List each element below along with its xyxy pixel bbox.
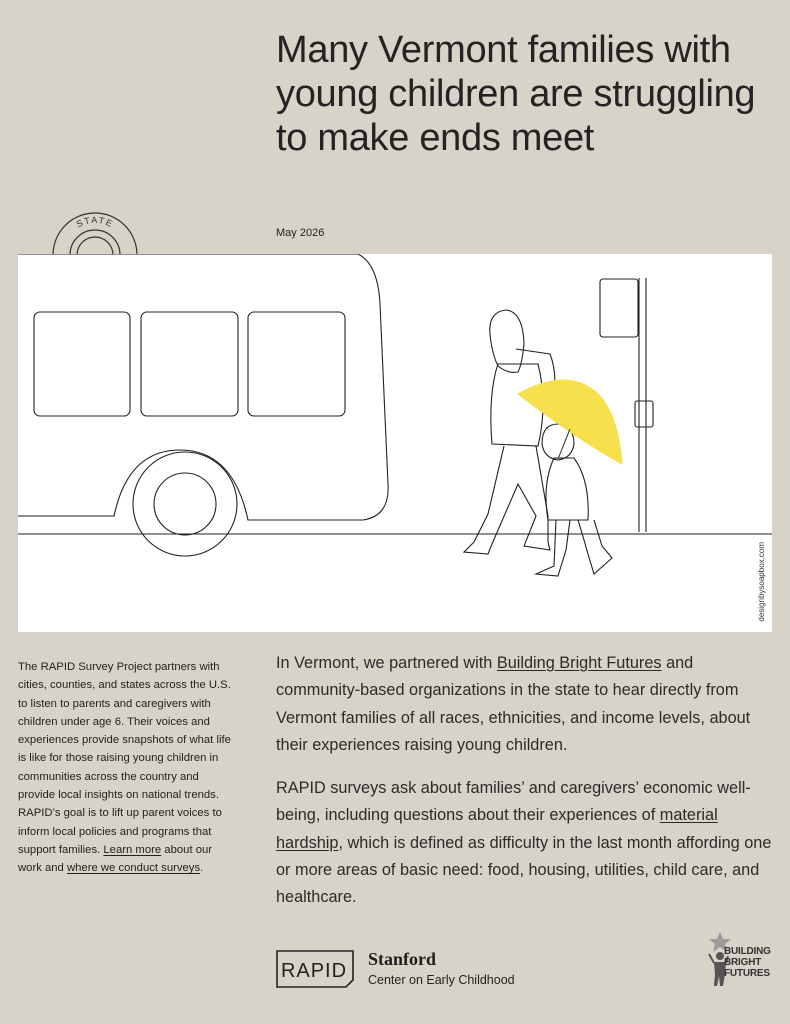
main-content (276, 650, 776, 928)
bus-window (34, 312, 130, 416)
intro-paragraph (276, 650, 776, 759)
bus-stop-sign (600, 279, 638, 337)
illustration-credit: designbysoapbox.com (757, 542, 766, 622)
bbf-wordmark (724, 946, 771, 979)
adult-head (490, 310, 524, 372)
p1-text-after: and community-based organizations in the state to hear directly from Vermont families of all races, ethnicities, and income levels, about their experiences raising young children. (276, 654, 751, 754)
sidebar-text-end: . (200, 862, 204, 875)
learn-more-link[interactable]: Learn more (103, 843, 162, 856)
p1-text: In Vermont, we partnered with (276, 654, 497, 672)
bus-window (248, 312, 345, 416)
bbf-line2: BRIGHT (724, 957, 762, 968)
page-title: Many Vermont families with young children are struggling to make ends meet (276, 29, 756, 159)
umbrella (518, 380, 622, 464)
where-we-conduct-surveys-link[interactable]: where we conduct surveys (66, 862, 201, 875)
building-bright-futures-link[interactable]: Building Bright Futures (496, 654, 662, 672)
child-coat (546, 458, 588, 520)
sidebar-about (18, 658, 233, 878)
bus-wheel-hub (154, 473, 216, 535)
p2-text: RAPID surveys ask about families’ and caregivers’ economic well-being, including questions about their experiences of (276, 779, 751, 825)
bus-wheel (133, 452, 237, 556)
stanford-name: Stanford (368, 949, 437, 969)
p2-text-after: , which is defined as difficulty in the last month affording one or more areas of basic need: food, housing, utilities, child care, and healthcare. (276, 833, 772, 907)
bus-window (141, 312, 238, 416)
stanford-logo (368, 949, 515, 987)
adult-legs (464, 446, 550, 554)
child-leg (536, 520, 570, 576)
bus-body (18, 254, 388, 520)
publication-date: May 2026 (276, 227, 325, 239)
rapid-logo (276, 950, 354, 988)
bbf-line3: FUTURES (724, 968, 770, 979)
svg-text:STATE (75, 215, 115, 229)
stanford-subtitle: Center on Early Childhood (368, 973, 515, 987)
bus-stop-box (635, 401, 653, 427)
bus-stop-illustration (18, 254, 772, 632)
material-hardship-link[interactable]: material hardship (276, 806, 718, 852)
bbf-line1: BUILDING (724, 946, 771, 957)
svg-text:RAPID: RAPID (280, 960, 348, 982)
sidebar-text: The RAPID Survey Project partners with cities, counties, and states across the U.S. to listen to parents and caregivers with children under age 6. Their voices and experiences provide snapshots of what life is like for those raising young children in communities across the country and provide local insights on national trends. RAPID’s goal is to lift up parent voices to inform local policies and programs that support families. (18, 661, 231, 856)
sidebar-text-between: about our work and (18, 843, 213, 875)
hardship-paragraph (276, 775, 776, 911)
badge-top-text: STATE (74, 214, 116, 230)
building-bright-futures-logo (706, 930, 776, 995)
